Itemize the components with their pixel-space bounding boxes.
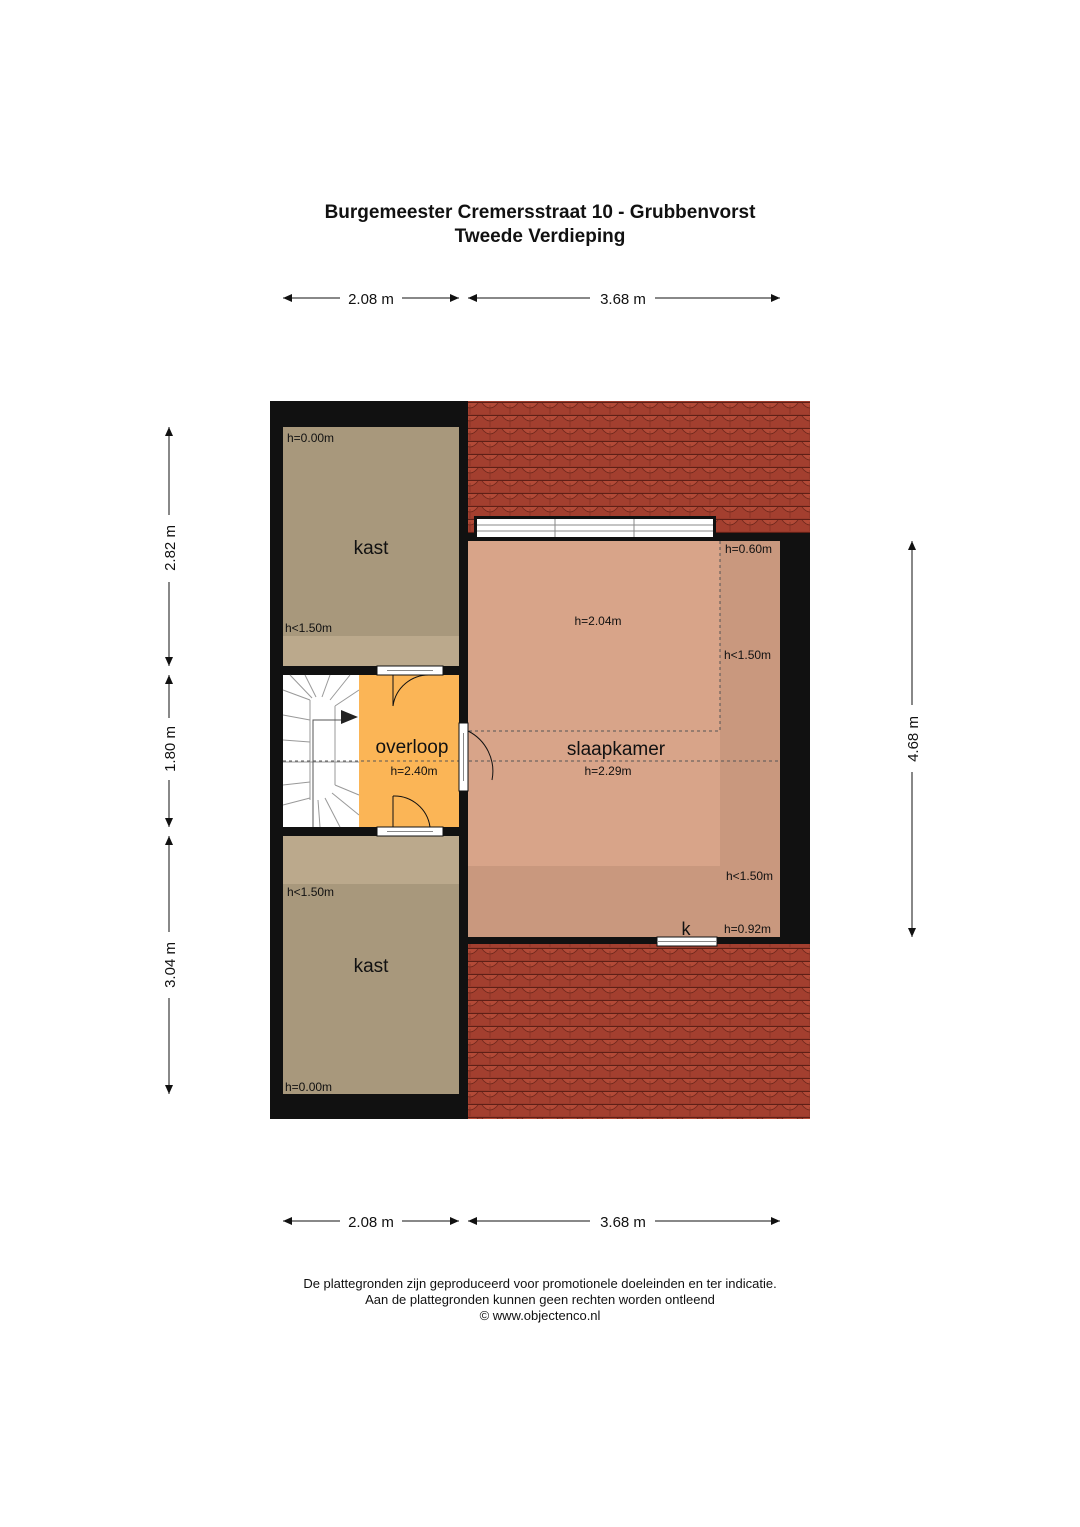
- kast-top-h-bottom: h<1.50m: [285, 621, 333, 635]
- kast-top-h-top: h=0.00m: [287, 431, 335, 445]
- footer-copyright: © www.objectenco.nl: [479, 1308, 601, 1323]
- dimension-bottom-left-label: 2.08 m: [348, 1214, 394, 1231]
- dimension-top-left: [283, 291, 459, 308]
- overloop-label: overloop: [375, 737, 449, 758]
- window-k-label: k: [681, 919, 691, 939]
- roof-bottom: [466, 944, 810, 1119]
- dimension-top-left-label: 2.08 m: [348, 291, 394, 308]
- skylight-window: [474, 516, 716, 540]
- slaapkamer-h-corner-top: h=0.60m: [725, 542, 773, 556]
- footer-disclaimer-1: De plattegronden zijn geproduceerd voor promotionele doeleinden en ter indicatie.: [303, 1276, 777, 1291]
- dimension-left-bottom-label: 3.04 m: [162, 942, 179, 988]
- floor-name: Tweede Verdieping: [454, 226, 626, 247]
- slaapkamer-h-bottom-band: h<1.50m: [726, 869, 774, 883]
- dimension-right: [905, 541, 922, 937]
- dimension-left-middle-label: 1.80 m: [162, 726, 179, 772]
- footer-disclaimer-2: Aan de plattegronden kunnen geen rechten worden ontleend: [365, 1292, 715, 1307]
- kast-top-label: kast: [353, 538, 389, 559]
- kast-bottom-h-bottom: h=0.00m: [285, 1080, 333, 1094]
- dimension-left-middle: [162, 675, 179, 827]
- overloop-height: h=2.40m: [390, 764, 438, 778]
- dimension-bottom-left: [283, 1214, 459, 1231]
- slaapkamer-h-corner-bottom: h=0.92m: [724, 922, 772, 936]
- dimension-bottom-right: [468, 1214, 780, 1231]
- staircase: [283, 675, 359, 827]
- kast-bottom-h-top: h<1.50m: [287, 885, 335, 899]
- plan-address: Burgemeester Cremersstraat 10 - Grubbenvorst: [324, 202, 756, 223]
- kast-bottom-low: [283, 836, 459, 884]
- slaapkamer-label: slaapkamer: [566, 739, 666, 760]
- slaapkamer-h-right-mid: h<1.50m: [724, 648, 772, 662]
- dimension-left-top: [162, 427, 179, 666]
- dimension-top-right: [468, 291, 780, 308]
- dimension-right-label: 4.68 m: [905, 716, 922, 762]
- dimension-bottom-right-label: 3.68 m: [600, 1214, 646, 1231]
- slaapkamer-height: h=2.29m: [584, 764, 632, 778]
- roof-top: [466, 401, 810, 533]
- dimension-left-top-label: 2.82 m: [162, 525, 179, 571]
- kast-bottom-label: kast: [353, 956, 389, 977]
- slaapkamer-h-inner: h=2.04m: [574, 614, 622, 628]
- kast-top-low: [283, 636, 459, 666]
- dimension-left-bottom: [162, 836, 179, 1094]
- dimension-top-right-label: 3.68 m: [600, 291, 646, 308]
